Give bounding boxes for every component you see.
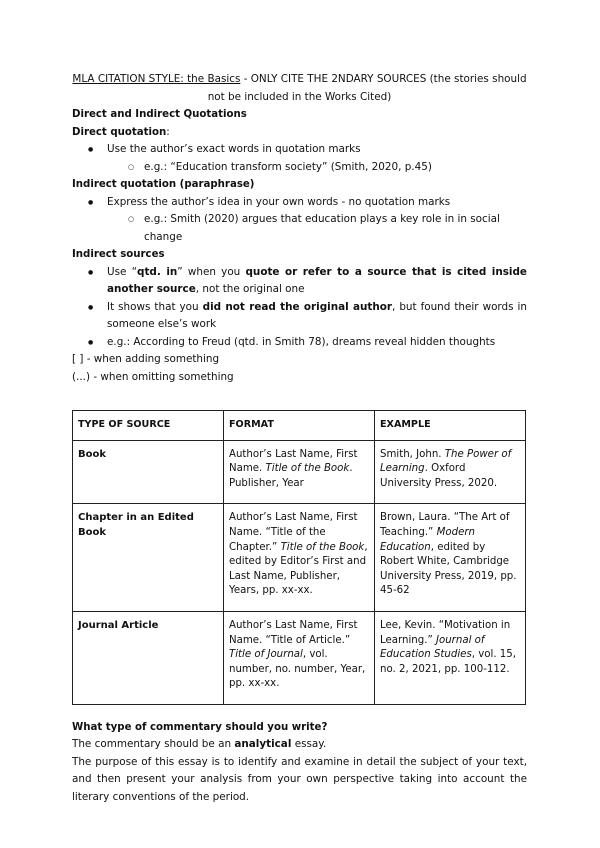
- column-header-format: FORMAT: [224, 411, 375, 441]
- commentary-heading: What type of commentary should you write?: [72, 721, 328, 733]
- cell-example: Smith, John. The Power of Learning. Oxford University Press, 2020.: [375, 440, 526, 504]
- quotations-heading: Direct and Indirect Quotations: [72, 109, 247, 120]
- note-omitting: (...) - when omitting something: [72, 370, 234, 383]
- document-title: [72, 71, 527, 106]
- commentary-paragraph: The purpose of this essay is to identify and examine in detail the subject of your text, and then present your analysis from your own perspective taking into account the literary conventions of the period.: [72, 755, 527, 803]
- cell-format: Author’s Last Name, First Name. “Title of the Chapter.” Title of the Book, edited by Editor’s First and Last Name, Publisher, Years, pp. xx-xx.: [224, 504, 375, 612]
- cell-type: Book: [73, 440, 224, 504]
- indirect-sources-heading: Indirect sources: [72, 249, 165, 260]
- table-header-row: [73, 411, 526, 441]
- title-rest: - ONLY CITE THE 2NDARY SOURCES (the stories should not be included in the Works Cited): [207, 73, 527, 103]
- column-header-example: EXAMPLE: [375, 411, 526, 441]
- cell-example: Lee, Kevin. “Motivation in Learning.” Journal of Education Studies, vol. 15, no. 2, 2021, pp. 100-112.: [375, 611, 526, 704]
- commentary-line: The commentary should be an analytical essay.: [72, 738, 327, 751]
- indirect-sources-list: [72, 264, 527, 352]
- title-underlined: MLA CITATION STYLE: the Basics: [72, 73, 241, 85]
- indirect-quotation-heading: Indirect quotation (paraphrase): [72, 179, 255, 190]
- cell-format: Author’s Last Name, First Name. Title of the Book. Publisher, Year: [224, 440, 375, 504]
- direct-quotation-heading: Direct quotation:: [72, 125, 170, 138]
- direct-quotation-list: [72, 141, 527, 176]
- list-item: ● Use the author’s exact words in quotation marks: [72, 141, 527, 159]
- citation-format-table: [72, 410, 526, 705]
- table-row: [73, 440, 526, 504]
- table-row: [73, 611, 526, 704]
- indirect-quotation-list: [72, 194, 527, 247]
- table-row: [73, 504, 526, 612]
- list-item: ○ e.g.: Smith (2020) argues that education plays a key role in in social change: [72, 211, 527, 246]
- cell-type: Journal Article: [73, 611, 224, 704]
- cell-format: Author’s Last Name, First Name. “Title of Article.” Title of Journal, vol. number, no. number, Year, pp. xx-xx.: [224, 611, 375, 704]
- note-adding: [ ] - when adding something: [72, 353, 220, 365]
- list-item: ● e.g.: According to Freud (qtd. in Smith 78), dreams reveal hidden thoughts: [72, 334, 527, 352]
- column-header-type: TYPE OF SOURCE: [73, 411, 224, 441]
- cell-example: Brown, Laura. “The Art of Teaching.” Modern Education, edited by Robert White, Cambridge University Press, 2019, pp. 45-62: [375, 504, 526, 612]
- list-item: ● Express the author’s idea in your own words - no quotation marks: [72, 194, 527, 212]
- list-item: ● It shows that you did not read the original author, but found their words in someone else’s work: [72, 299, 527, 334]
- list-item: ● Use “qtd. in” when you quote or refer to a source that is cited inside another source, not the original one: [72, 264, 527, 299]
- document-content: [72, 71, 527, 806]
- list-item: ○ e.g.: “Education transform society” (Smith, 2020, p.45): [72, 159, 527, 177]
- cell-type: Chapter in an Edited Book: [73, 504, 224, 612]
